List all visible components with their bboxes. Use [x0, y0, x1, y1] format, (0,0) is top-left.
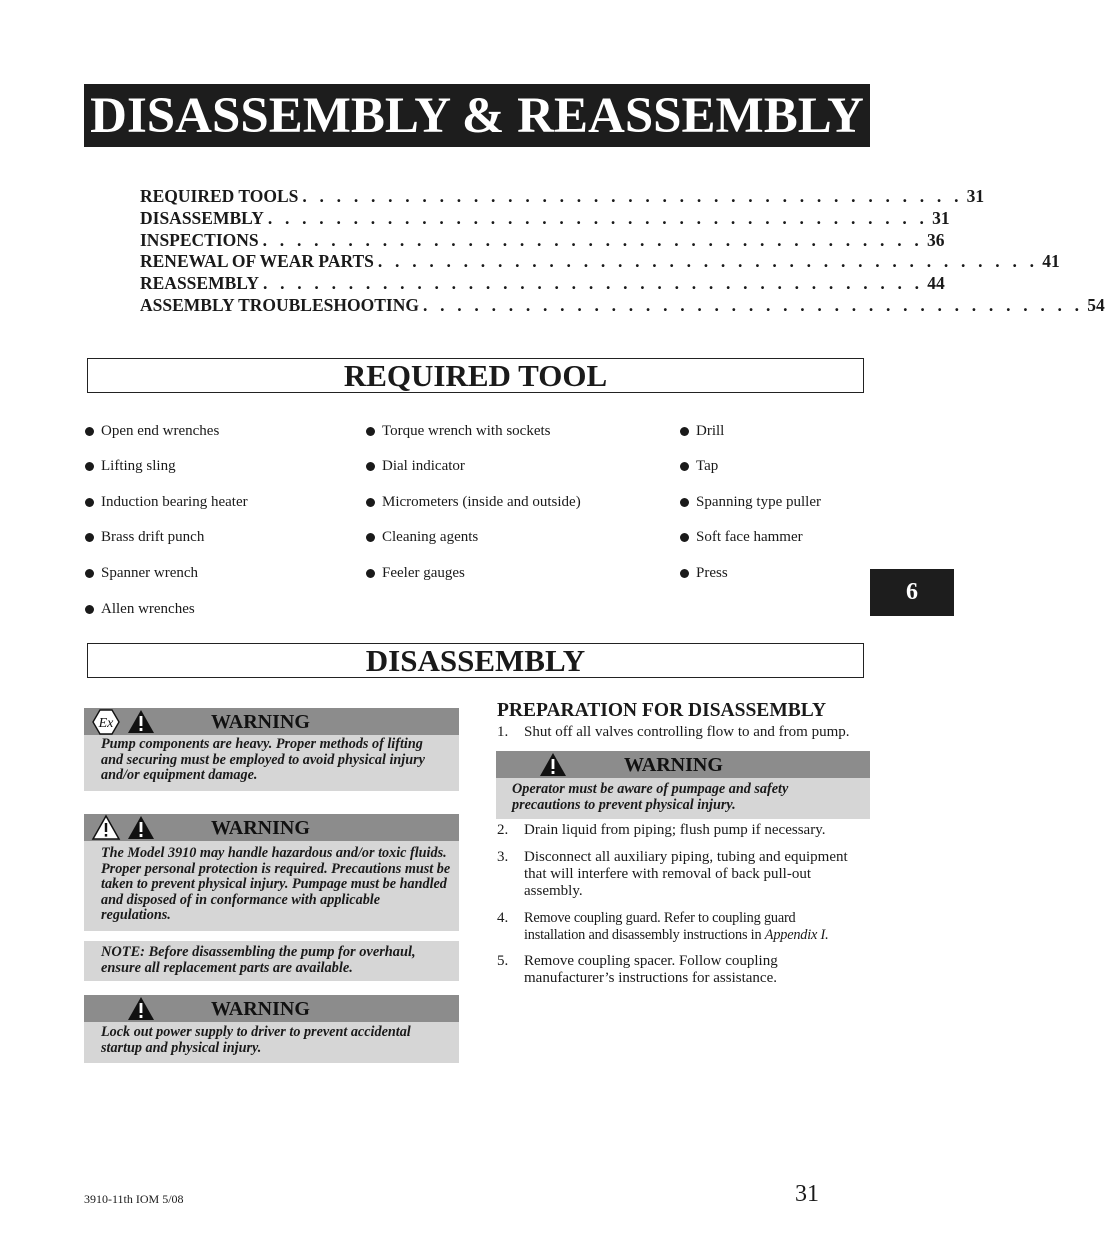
section-header-disassembly: [87, 643, 864, 678]
toc-entry-page: 36: [926, 229, 945, 250]
bullet-icon: [366, 569, 375, 578]
page-title-banner: [84, 84, 870, 147]
toc-entry-page: 31: [966, 186, 985, 206]
tool-name: Allen wrenches: [101, 601, 195, 617]
step-text: Shut off all valves controlling flow to and from pump.: [524, 724, 850, 740]
page-title: DISASSEMBLY & REASSEMBLY: [90, 87, 864, 144]
warning-text-line: Lock out power supply to driver to prevent accidental: [101, 1024, 411, 1040]
toc-leader-dots: . . . . . . . . . . . . . . . . . . . . . . . . . . . . . . . . . . . . . . .: [302, 186, 963, 206]
toc-entry[interactable]: [140, 207, 950, 230]
step-text-line: manufacturer’s instructions for assistance.: [524, 970, 777, 986]
toc-entry[interactable]: [140, 294, 1105, 317]
toc-entry-label: REQUIRED TOOLS: [140, 186, 299, 206]
toc-entry[interactable]: [140, 229, 945, 252]
tool-name: Soft face hammer: [696, 529, 803, 545]
tool-list-item: [366, 565, 465, 582]
warning-text-line: Pump components are heavy. Proper methods of lifting: [101, 736, 423, 752]
step-number: 2.: [497, 822, 509, 838]
step-item: [497, 849, 867, 903]
step-item: [497, 910, 867, 946]
note-box: [84, 941, 459, 981]
section-title: DISASSEMBLY: [365, 642, 586, 678]
toc-entry[interactable]: [140, 273, 945, 295]
bullet-icon: [85, 533, 94, 542]
chapter-number: 6: [906, 579, 918, 605]
tool-name: Spanning type puller: [696, 494, 821, 510]
appendix-reference[interactable]: Appendix I.: [764, 927, 829, 943]
chapter-tab[interactable]: [870, 569, 954, 616]
warning-header: [496, 751, 870, 778]
warning-title: WARNING: [624, 754, 723, 776]
warning-text-line: and disposed of in conformance with applicable: [101, 891, 381, 908]
tool-name: Drill: [696, 423, 725, 439]
warning-text-line: and/or equipment damage.: [101, 767, 258, 784]
toc-entry-label: REASSEMBLY: [140, 273, 259, 294]
warning-text-line: Proper personal protection is required. Precautions must be: [101, 860, 451, 877]
bullet-icon: [366, 498, 375, 507]
bullet-icon: [85, 498, 94, 507]
toc-leader-dots: . . . . . . . . . . . . . . . . . . . . . . . . . . . . . . . . . . . . . . .: [262, 273, 924, 294]
warning-box-pumpage: [496, 751, 870, 819]
toc-leader-dots: . . . . . . . . . . . . . . . . . . . . . . . . . . . . . . . . . . . . . . .: [267, 207, 929, 228]
toc-entry-label: DISASSEMBLY: [140, 207, 264, 228]
tool-name: Brass drift punch: [101, 529, 205, 545]
tool-list-item: [85, 458, 176, 475]
tool-list-item: [85, 494, 248, 511]
step-number: 4.: [497, 910, 509, 926]
tool-list-item: [366, 458, 465, 475]
exclamation-triangle-icon: [539, 752, 567, 777]
step-text-line: [524, 927, 828, 944]
tool-list-item: [680, 529, 803, 546]
warning-box-hazardous-fluids: [84, 814, 459, 931]
warning-body: [84, 735, 459, 791]
tool-name: Dial indicator: [382, 458, 465, 474]
bullet-icon: [680, 569, 689, 578]
bullet-icon: [680, 427, 689, 436]
toc-entry-page: 41: [1042, 251, 1060, 272]
warning-body: [84, 1022, 459, 1063]
general-hazard-triangle-icon: [92, 815, 120, 840]
tool-list-item: [680, 423, 724, 440]
toc-entry[interactable]: [140, 186, 985, 208]
step-text-line: Remove coupling guard. Refer to coupling guard: [524, 910, 796, 926]
bullet-icon: [85, 427, 94, 436]
bullet-icon: [680, 533, 689, 542]
step-text: [524, 849, 848, 900]
warning-text-line: regulations.: [101, 907, 171, 924]
warning-title: WARNING: [211, 817, 310, 839]
bullet-icon: [680, 462, 689, 471]
tool-name: Micrometers (inside and outside): [382, 494, 581, 510]
step-number: 1.: [497, 724, 509, 740]
warning-header: [84, 814, 459, 841]
warning-text-line: startup and physical injury.: [101, 1039, 262, 1056]
tool-name: Press: [696, 565, 728, 581]
step-text-line: Disconnect all auxiliary piping, tubing and equipment: [524, 849, 848, 865]
tool-list-item: [85, 565, 198, 582]
step-item: [497, 724, 867, 742]
svg-text:Ex: Ex: [98, 716, 114, 731]
warning-header: [84, 708, 459, 735]
tool-name: Cleaning agents: [382, 529, 479, 545]
step-text: [524, 953, 778, 987]
toc-entry-label: ASSEMBLY TROUBLESHOOTING: [140, 294, 419, 315]
toc-entry-label: INSPECTIONS: [140, 229, 259, 250]
warning-text-line: taken to prevent physical injury. Pumpage must be handled: [101, 876, 447, 893]
toc-entry-page: 31: [932, 207, 950, 228]
note-text-line: NOTE: Before disassembling the pump for overhaul,: [101, 944, 416, 960]
toc-leader-dots: . . . . . . . . . . . . . . . . . . . . . . . . . . . . . . . . . . . . . . .: [422, 294, 1084, 315]
step-text-segment: installation and disassembly instructions in: [524, 927, 765, 943]
tool-list-item: [366, 529, 478, 546]
step-text: [524, 910, 828, 944]
table-of-contents: [140, 186, 1105, 317]
warning-text-line: and securing must be employed to avoid physical injury: [101, 751, 425, 768]
tool-name: Induction bearing heater: [101, 494, 248, 510]
tool-name: Tap: [696, 458, 719, 474]
tool-list-item: [85, 601, 195, 618]
toc-leader-dots: . . . . . . . . . . . . . . . . . . . . . . . . . . . . . . . . . . . . . . .: [262, 229, 923, 250]
tool-list-item: [366, 423, 551, 440]
toc-entry-page: 44: [927, 273, 945, 294]
ex-hexagon-icon: [92, 709, 120, 735]
exclamation-triangle-icon: [127, 815, 155, 840]
note-text-line: ensure all replacement parts are available.: [101, 960, 353, 976]
warning-text-line: precautions to prevent physical injury.: [512, 796, 736, 813]
tool-name: Open end wrenches: [101, 423, 220, 439]
toc-leader-dots: . . . . . . . . . . . . . . . . . . . . . . . . . . . . . . . . . . . . . . .: [377, 251, 1039, 272]
bullet-icon: [366, 533, 375, 542]
warning-title: WARNING: [211, 998, 310, 1020]
step-text-line: Remove coupling spacer. Follow coupling: [524, 953, 778, 969]
warning-text-line: The Model 3910 may handle hazardous and/or toxic fluids.: [101, 845, 447, 861]
warning-body: [496, 778, 870, 819]
step-number: 5.: [497, 953, 509, 969]
toc-entry-page: 54: [1087, 294, 1105, 315]
bullet-icon: [366, 462, 375, 471]
step-number: 3.: [497, 849, 509, 865]
bullet-icon: [680, 498, 689, 507]
bullet-icon: [366, 427, 375, 436]
step-text-line: that will interfere with removal of back pull-out: [524, 866, 811, 882]
subsection-heading: PREPARATION FOR DISASSEMBLY: [497, 700, 827, 721]
bullet-icon: [85, 569, 94, 578]
tool-list-item: [85, 529, 204, 546]
tool-list-item: [680, 494, 821, 511]
page-number: 31: [795, 1181, 819, 1207]
tool-name: Feeler gauges: [382, 565, 465, 581]
section-title: REQUIRED TOOL: [343, 357, 608, 393]
tool-list-item: [680, 458, 718, 475]
toc-entry[interactable]: [140, 251, 1060, 273]
tool-list-item: [680, 565, 728, 582]
warning-header: [84, 995, 459, 1022]
section-header-required-tool: [87, 358, 864, 393]
step-text-line: assembly.: [524, 883, 583, 899]
tool-list-item: [85, 423, 219, 440]
tool-list-item: [366, 494, 581, 511]
tool-name: Lifting sling: [101, 458, 176, 474]
step-item: [497, 953, 867, 989]
warning-box-lifting: [84, 708, 459, 791]
warning-text-line: Operator must be aware of pumpage and safety: [512, 781, 789, 797]
step-item: [497, 822, 867, 840]
bullet-icon: [85, 462, 94, 471]
warning-body: [84, 841, 459, 931]
tool-name: Spanner wrench: [101, 565, 199, 581]
bullet-icon: [85, 605, 94, 614]
warning-title: WARNING: [211, 711, 310, 733]
tool-name: Torque wrench with sockets: [382, 423, 551, 439]
exclamation-triangle-icon: [127, 709, 155, 734]
warning-box-lockout: [84, 995, 459, 1063]
toc-entry-label: RENEWAL OF WEAR PARTS: [140, 251, 374, 272]
step-text: Drain liquid from piping; flush pump if necessary.: [524, 822, 826, 838]
exclamation-triangle-icon: [127, 996, 155, 1021]
document-code: 3910-11th IOM 5/08: [84, 1192, 184, 1206]
